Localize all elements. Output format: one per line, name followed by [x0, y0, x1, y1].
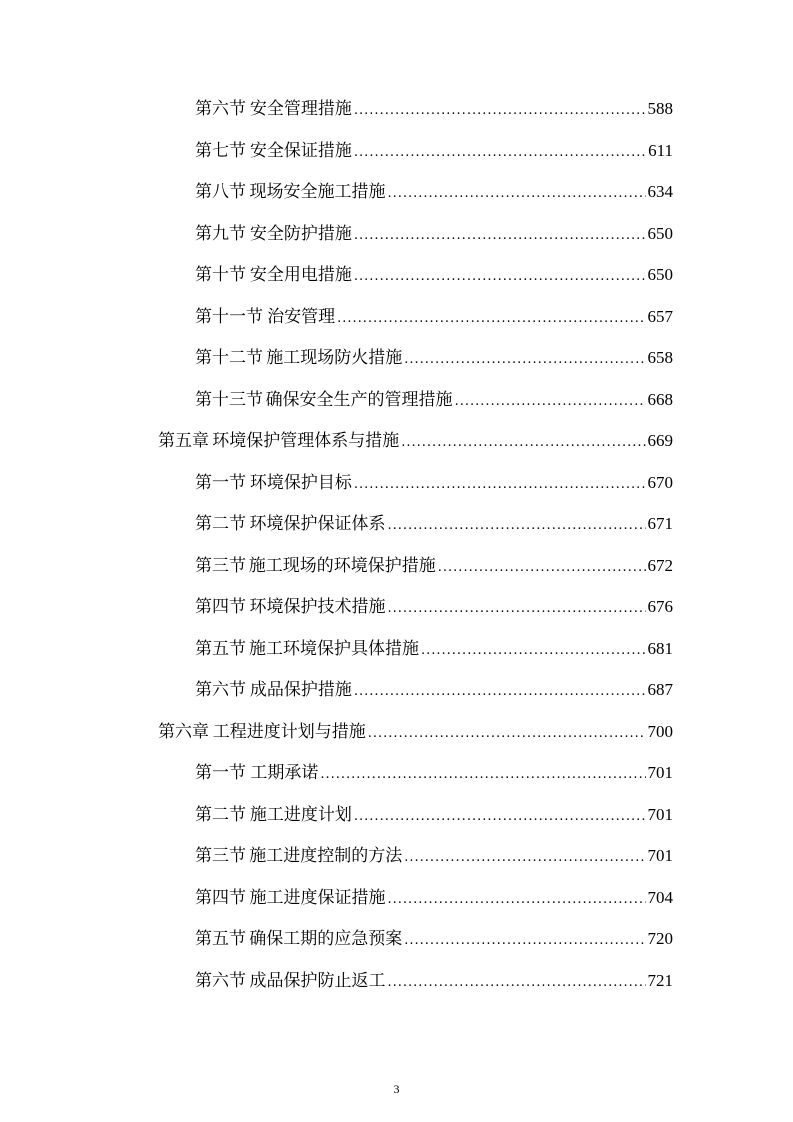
toc-leader-dots — [320, 754, 645, 796]
toc-leader-dots — [401, 422, 645, 464]
toc-entry-number: 第五节 — [195, 638, 246, 659]
toc-entry[interactable] — [195, 213, 673, 255]
toc-leader-dots — [354, 132, 646, 174]
toc-entry-number: 第十节 — [195, 265, 246, 285]
toc-entry-page: 588 — [647, 99, 673, 118]
toc-entry-number: 第五章 — [158, 431, 209, 451]
toc-entry-title: 成品保护措施 — [249, 680, 352, 700]
toc-entry-page: 657 — [647, 306, 673, 326]
toc-leader-dots — [387, 962, 645, 1004]
toc-entry-number: 第一节 — [195, 472, 246, 493]
toc-chapter-entry[interactable] — [158, 711, 673, 753]
toc-entry-title: 环境保护保证体系 — [249, 514, 386, 534]
toc-entry[interactable] — [195, 960, 673, 1002]
toc-entry-title: 环境保护目标 — [249, 472, 352, 493]
toc-entry[interactable] — [195, 918, 673, 960]
toc-entry-number: 第三节 — [195, 555, 246, 576]
toc-entry[interactable] — [195, 877, 673, 919]
toc-entry-title: 施工现场防火措施 — [266, 348, 403, 368]
toc-leader-dots — [354, 671, 646, 713]
toc-entry-page: 672 — [647, 555, 673, 575]
toc-entry-page: 634 — [647, 182, 673, 201]
toc-leader-dots — [387, 588, 645, 630]
toc-entry[interactable] — [195, 628, 673, 670]
toc-entry-title: 确保安全生产的管理措施 — [265, 389, 453, 410]
toc-entry-number: 第十一节 — [195, 306, 263, 327]
toc-leader-dots — [387, 173, 645, 215]
toc-entry[interactable] — [195, 752, 673, 794]
toc-leader-dots — [404, 920, 645, 962]
toc-entry-number: 第四节 — [195, 887, 246, 908]
toc-entry[interactable] — [195, 254, 673, 296]
toc-entry[interactable] — [195, 296, 673, 338]
toc-entry-number: 第五节 — [195, 929, 246, 949]
toc-entry[interactable] — [195, 88, 673, 130]
toc-entry-title: 施工进度控制的方法 — [249, 846, 403, 866]
toc-entry[interactable] — [195, 835, 673, 877]
toc-entry[interactable] — [195, 337, 673, 379]
toc-leader-dots — [387, 879, 645, 921]
toc-entry-number: 第二节 — [195, 804, 246, 825]
toc-leader-dots — [368, 713, 646, 755]
toc-entry[interactable] — [195, 503, 673, 545]
toc-entry-page: 700 — [647, 721, 673, 741]
toc-entry-page: 704 — [647, 887, 673, 907]
toc-entry-title: 治安管理 — [267, 306, 336, 327]
toc-leader-dots — [387, 505, 645, 547]
toc-entry-title: 环境保护管理体系与措施 — [212, 431, 400, 451]
toc-entry-page: 681 — [647, 638, 673, 658]
toc-entry-number: 第十二节 — [195, 348, 263, 368]
toc-entry-page: 658 — [647, 348, 673, 367]
toc-entry-number: 第六节 — [195, 99, 246, 119]
toc-entry-number: 第七节 — [195, 140, 246, 161]
toc-entry-number: 第六章 — [158, 721, 209, 742]
toc-leader-dots — [354, 796, 646, 838]
toc-entry-page: 669 — [647, 431, 673, 450]
toc-entry[interactable] — [195, 669, 673, 711]
page-number: 3 — [393, 1082, 400, 1096]
toc-entry-page: 687 — [647, 680, 673, 699]
toc-leader-dots — [354, 215, 646, 257]
toc-entry-number: 第二节 — [195, 514, 246, 534]
toc-entry-title: 工程进度计划与措施 — [212, 721, 366, 742]
toc-entry-title: 现场安全施工措施 — [249, 182, 386, 202]
toc-entry-number: 第三节 — [195, 846, 246, 866]
toc-entry[interactable] — [195, 794, 673, 836]
toc-entry-page: 650 — [647, 223, 673, 243]
toc-entry-page: 720 — [647, 929, 673, 948]
toc-entry-page: 668 — [647, 389, 673, 409]
table-of-contents — [0, 88, 793, 1001]
toc-entry-page: 721 — [647, 970, 673, 990]
toc-entry-title: 安全保证措施 — [249, 140, 352, 161]
toc-leader-dots — [337, 298, 645, 340]
toc-entry-title: 施工进度计划 — [249, 804, 352, 825]
toc-leader-dots — [421, 630, 646, 672]
toc-entry-page: 650 — [647, 265, 673, 284]
toc-entry-title: 成品保护防止返工 — [249, 970, 386, 991]
toc-entry-number: 第一节 — [195, 763, 246, 783]
toc-leader-dots — [354, 464, 646, 506]
toc-leader-dots — [404, 837, 645, 879]
toc-entry-page: 671 — [647, 514, 673, 533]
toc-chapter-entry[interactable] — [158, 420, 673, 462]
toc-entry-page: 611 — [648, 140, 673, 160]
toc-leader-dots — [455, 381, 646, 423]
toc-leader-dots — [354, 90, 646, 132]
toc-entry[interactable] — [195, 171, 673, 213]
toc-entry[interactable] — [195, 586, 673, 628]
toc-leader-dots — [404, 339, 645, 381]
toc-entry-title: 环境保护技术措施 — [249, 597, 386, 617]
toc-leader-dots — [438, 547, 646, 589]
toc-entry-number: 第六节 — [195, 680, 246, 700]
toc-entry-number: 第六节 — [195, 970, 246, 991]
toc-entry-title: 确保工期的应急预案 — [249, 929, 403, 949]
toc-entry[interactable] — [195, 462, 673, 504]
toc-entry-title: 施工现场的环境保护措施 — [248, 555, 436, 576]
toc-entry[interactable] — [195, 379, 673, 421]
toc-entry-title: 工期承诺 — [250, 763, 319, 783]
toc-entry-page: 701 — [647, 763, 673, 782]
toc-entry-page: 670 — [647, 472, 673, 492]
toc-entry-title: 施工环境保护具体措施 — [249, 638, 419, 659]
toc-entry-title: 安全防护措施 — [249, 223, 352, 244]
toc-entry-title: 安全管理措施 — [249, 99, 352, 119]
toc-entry[interactable] — [195, 130, 673, 172]
toc-leader-dots — [354, 256, 646, 298]
toc-entry-page: 701 — [647, 846, 673, 865]
toc-entry-title: 安全用电措施 — [249, 265, 352, 285]
toc-entry-number: 第四节 — [195, 597, 246, 617]
toc-entry-number: 第十三节 — [195, 389, 263, 410]
toc-entry[interactable] — [195, 545, 673, 587]
toc-entry-number: 第九节 — [195, 223, 246, 244]
toc-entry-page: 676 — [647, 597, 673, 616]
toc-entry-title: 施工进度保证措施 — [249, 887, 386, 908]
toc-entry-page: 701 — [647, 804, 673, 824]
toc-entry-number: 第八节 — [195, 182, 246, 202]
